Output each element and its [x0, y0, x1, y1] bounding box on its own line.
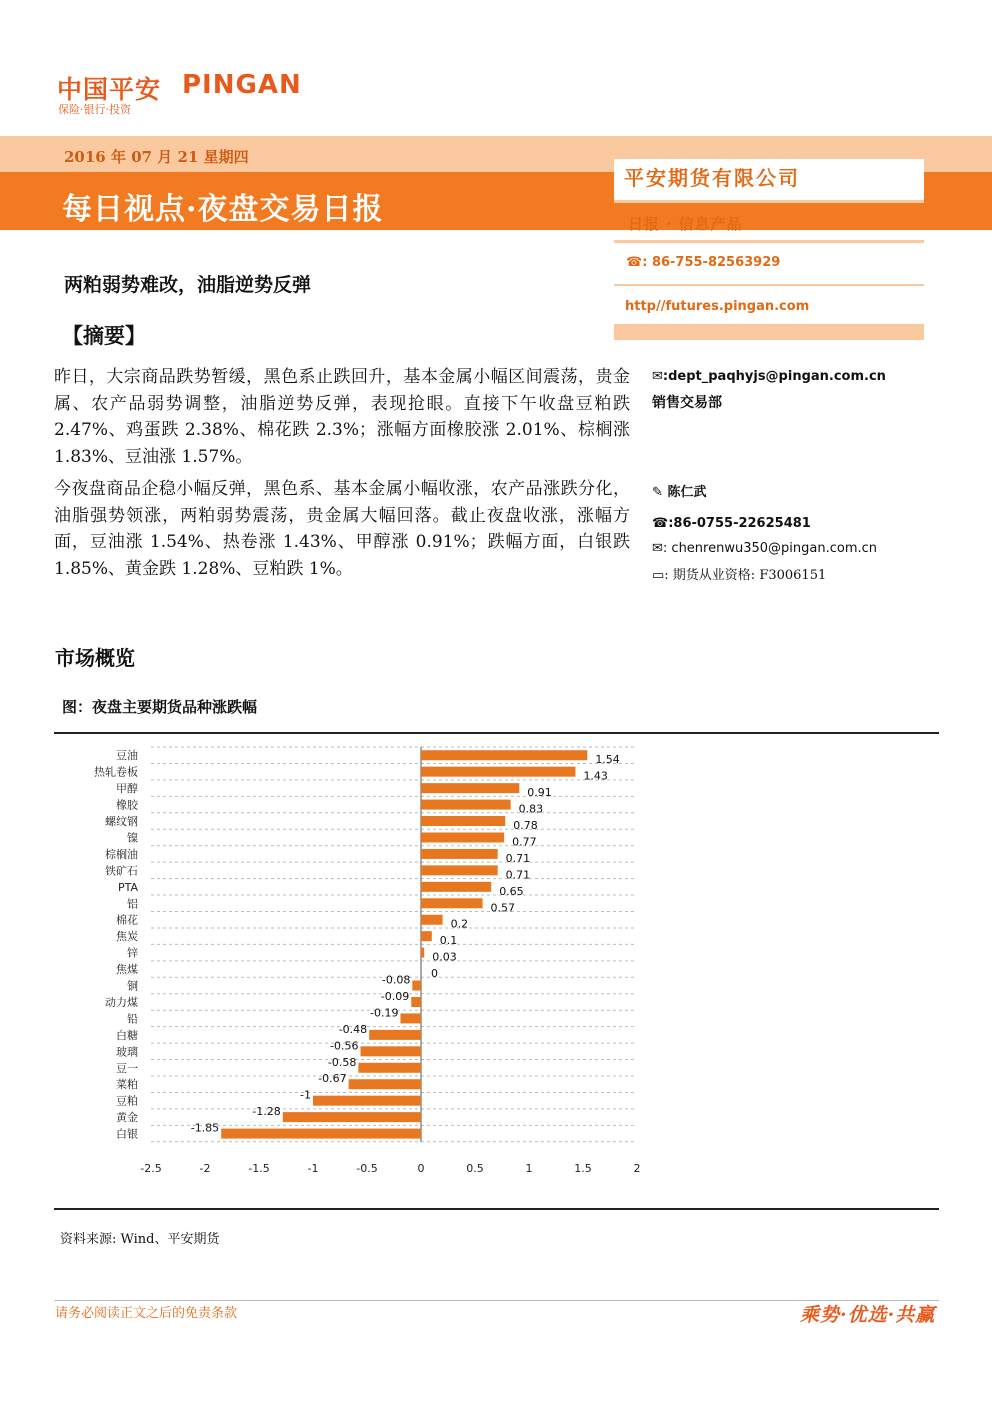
slogan: 乘势·优选·共赢 [800, 1304, 936, 1326]
bar-22 [283, 1112, 421, 1122]
category-label: 白糖 [116, 1028, 138, 1042]
data-label: 0.57 [490, 901, 516, 915]
bar-23 [221, 1129, 421, 1139]
x-tick-label: -1 [307, 1161, 319, 1175]
category-label: 菜粕 [116, 1078, 138, 1092]
headline: 两粕弱势难改，油脂逆势反弹 [64, 274, 312, 296]
author-email[interactable]: ✉: chenrenwu350@pingan.com.cn [652, 541, 877, 556]
panel-bottom-bar [614, 324, 924, 340]
category-label: 锌 [127, 946, 138, 960]
data-label: 1.54 [595, 753, 620, 767]
category-label: PTA [117, 880, 138, 894]
bar-11 [421, 931, 432, 941]
category-label: 动力煤 [105, 995, 138, 1009]
mail-icon: ✉ [652, 369, 663, 384]
report-date: 2016 年 07 月 21 星期四 [64, 148, 249, 166]
bar-4 [421, 816, 505, 826]
data-label: -0.09 [380, 989, 410, 1003]
author-license: ▭: 期货从业资格: F3006151 [652, 568, 827, 583]
bar-18 [361, 1046, 421, 1056]
report-title: 每日视点·夜盘交易日报 [62, 192, 384, 227]
data-label: 0.78 [513, 819, 538, 833]
category-label: 铝 [127, 897, 138, 911]
company-phone-number: 86-755-82563929 [651, 255, 781, 270]
author: ✎ 陈仁武 [652, 485, 707, 500]
category-label: 白银 [116, 1127, 138, 1141]
phone-icon: ☎ [652, 516, 669, 531]
section-title: 市场概览 [55, 646, 135, 670]
data-label: -1.85 [190, 1121, 220, 1135]
category-label: 镍 [127, 831, 138, 845]
logo-tagline: 保险·银行·投资 [58, 103, 131, 116]
bar-6 [421, 849, 498, 859]
dept-email[interactable]: ✉:dept_paqhyjs@pingan.com.cn [652, 369, 886, 384]
mail-icon: ✉ [652, 541, 663, 556]
x-tick-label: 2 [633, 1161, 641, 1175]
data-label: 1.43 [583, 769, 608, 783]
bar-3 [421, 800, 511, 810]
category-label: 铜 [127, 979, 138, 993]
company-url[interactable]: http//futures.pingan.com [625, 299, 810, 314]
bar-2 [421, 783, 519, 793]
bar-9 [421, 898, 483, 908]
category-label: 铁矿石 [105, 864, 138, 878]
category-label: 焦煤 [116, 963, 138, 977]
bar-15 [411, 997, 421, 1007]
bar-20 [349, 1079, 421, 1089]
category-label: 棉花 [116, 913, 138, 927]
data-label: -0.56 [330, 1039, 359, 1053]
x-tick-label: 1 [525, 1161, 533, 1175]
category-label: 玻璃 [116, 1045, 138, 1059]
category-label: 豆油 [116, 749, 138, 763]
bar-14 [412, 981, 421, 991]
bar-chart [0, 736, 992, 1176]
data-label: -1.28 [252, 1105, 281, 1119]
category-label: 豆粕 [116, 1094, 138, 1108]
category-label: 焦炭 [116, 930, 138, 944]
data-label: -0.58 [327, 1055, 357, 1069]
category-label: 棕榈油 [105, 847, 138, 861]
data-label: 0.65 [499, 884, 524, 898]
bar-0 [421, 750, 587, 760]
abstract-title: 【摘要】 [62, 323, 146, 348]
data-label: 0.03 [432, 950, 457, 964]
data-label: -0.67 [318, 1072, 347, 1086]
category-label: 螺纹钢 [105, 815, 138, 829]
category-label: 铅 [127, 1012, 138, 1026]
bar-16 [400, 1013, 421, 1023]
source-note: 资料来源: Wind、平安期货 [60, 1232, 220, 1247]
data-label: 0.2 [450, 917, 469, 931]
data-label: 0.71 [505, 868, 531, 882]
x-tick-label: -2 [199, 1161, 211, 1175]
figure-bottom-rule [54, 1208, 939, 1210]
data-label: -0.19 [370, 1006, 399, 1020]
bar-17 [369, 1030, 421, 1040]
x-tick-label: 1.5 [574, 1161, 592, 1175]
panel-divider [614, 284, 924, 286]
data-label: 0.1 [439, 934, 458, 948]
x-tick-label: -2.5 [140, 1161, 162, 1175]
x-tick-label: -0.5 [356, 1161, 378, 1175]
x-tick-label: -1.5 [248, 1161, 270, 1175]
x-tick-label: 0 [417, 1161, 425, 1175]
data-label: 0 [431, 967, 438, 981]
figure-top-rule [54, 732, 939, 734]
panel-divider [614, 200, 924, 203]
data-label: -0.48 [338, 1022, 368, 1036]
bar-21 [313, 1096, 421, 1106]
category-label: 橡胶 [116, 798, 138, 812]
category-label: 黄金 [116, 1111, 138, 1125]
bar-10 [421, 915, 443, 925]
data-label: 0.77 [512, 835, 537, 849]
data-label: 0.71 [505, 851, 531, 865]
category-label: 豆一 [116, 1061, 138, 1075]
data-label: -1 [300, 1088, 311, 1102]
company-name: 平安期货有限公司 [624, 166, 800, 190]
data-label: 0.91 [527, 786, 552, 800]
report-type: 日报 · 信息产品 [628, 215, 743, 233]
bar-1 [421, 767, 575, 777]
bar-7 [421, 865, 498, 875]
category-label: 热轧卷板 [94, 765, 138, 779]
bar-19 [358, 1063, 421, 1073]
phone-icon: ☎ [626, 255, 643, 270]
book-icon: ▭ [652, 568, 665, 583]
company-phone: ☎: 86-755-82563929 [626, 255, 781, 270]
data-label: 0.83 [518, 802, 544, 816]
bar-5 [421, 832, 504, 842]
figure-title: 图：夜盘主要期货品种涨跌幅 [62, 698, 258, 716]
logo-cn: 中国平安 [57, 75, 162, 104]
bar-8 [421, 882, 491, 892]
logo-en: PINGAN [182, 70, 302, 100]
author-phone: ☎:86-0755-22625481 [652, 516, 811, 531]
bar-12 [421, 948, 424, 958]
summary-paragraph-2: 今夜盘商品企稳小幅反弹，黑色系、基本金属小幅收涨，农产品涨跌分化，油脂强势领涨，两粕弱势震荡，贵金属大幅回落。截止夜盘收涨，涨幅方面，豆油涨 1.54%、热卷涨 1.43%、甲醇涨 0.91%；跌幅方面，白银跌 1.85%、黄金跌 1.28%、豆粕跌 1%。 [54, 479, 630, 579]
panel-divider [614, 240, 924, 243]
pen-icon: ✎ [652, 485, 663, 500]
department: 销售交易部 [652, 395, 722, 411]
category-label: 甲醇 [116, 782, 138, 796]
data-label: -0.08 [381, 973, 411, 987]
x-tick-label: 0.5 [466, 1161, 484, 1175]
disclaimer-link[interactable]: 请务必阅读正文之后的免责条款 [55, 1306, 238, 1321]
summary-paragraph-1: 昨日，大宗商品跌势暂缓，黑色系止跌回升，基本金属小幅区间震荡，贵金属、农产品弱势调整，油脂逆势反弹，表现抢眼。直接下午收盘豆粕跌 2.47%、鸡蛋跌 2.38%、棉花跌 2.3%；涨幅方面橡胶涨 2.01%、棕榈涨 1.83%、豆油涨 1.57%。 [54, 367, 630, 467]
